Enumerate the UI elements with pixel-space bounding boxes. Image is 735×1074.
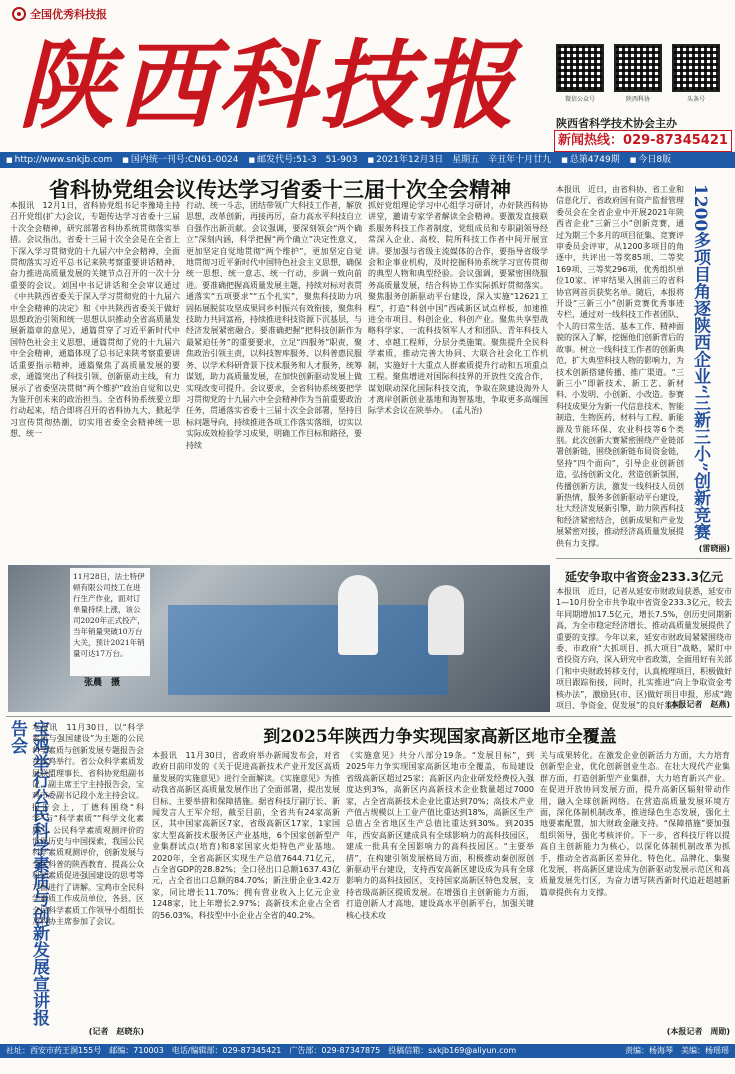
lead-column-2: 行动、统一斗志，团结带领广大科技工作者，解放思想，改革创新，再接再厉，奋力高水平科技自立自强作出新贡献。会议强调，要深刻领会“两个确立”深刻内涵，科学把握“两个确立”决定性意义，更加坚定自觉地贯彻“两个维护”，更加坚定自觉地贯彻习近平新时代中国特色社会主义思想，确保统一思想、统一意志、统一行动，步调一致向前进。要准确把握高质量发展主题，持续对标对表贯通落实“五项要求”“五个扎实”，聚焦科技助力巩固拓展脱贫攻坚成果同乡村振兴有效衔接，聚焦科技助力共同富裕，持续推进科技资源下沉基层，与经济发展紧密融合。要准确把握“把科技创新作为最紧迫任务”的重要要求，立足“四服务”职责，聚焦政治引领主责，以科技智库服务、以科普惠民服务、以学术科研背景下技术服务和人才服务，统筹谋划，助力高质量发展，在加快创新驱动发展上做实现改变可提升。会议要求，全省科协系统要把学习贯彻党的十九届六中全会精神作为当前重要政治任务，贯通落实省委十三届十次全会部署，坚持目标问题导向，持续推进各项工作落实落细，切实以实际成效检验学习成果，明确工作目标和路径，要持续 [186, 201, 362, 450]
news-hotline: 新闻热线：029-87345421 [554, 130, 732, 152]
fund-story-headline: 延安争取中省资金233.3亿元 [565, 570, 723, 584]
bottom-column-2: 《实施意见》共分八部分19条。“发展目标”，到2025年力争实现国家高新区地市全覆盖，布局建设省级高新区超过25家；高新区内企业研发经费投入强度达到3%，高新区内高新技术企业数量超过7000家，占全省高新技术企业比重达到70%；高技术产业产值占规模以上工业产值比重达到18%，高新区生产总值占全省地区生产总值比重达到30%。到2035年，西安高新区建成具有全球影响力的高科技园区，建成一批具有全国影响力的高科技园区。“主要举措”，在构建引领发展格局方面，积极推动秦创原创新驱动平台建设，支持西安高新区建设成为具有全球影响力的高科技园区，支持国家高新区特色发展，支持省级高新区提质发展。在增强自主创新能力方面，打造创新人才高地，建设高水平创新平台，加强关键核心技术攻 [346, 751, 534, 920]
info-bar [0, 152, 735, 168]
right-story-headline: 1200多项目角逐陕西企业“三新三小”创新竞赛 [690, 184, 710, 540]
footer-address: 社址：西安市药王洞155号 邮编：710003 电话/编辑部：029-87345421 广告部：029-87347875 投稿信箱：sxkjb169@aliyun.com [6, 1046, 517, 1055]
right-story-body: 本报讯 近日，由省科协、省工业和信息化厅、省政府国有资产监督管理委员会在全省企业中开展2021年陕西省企业“三新三小”创新竞赛，通过为期三个多月的项目征集、竞赛评审委员会评审，从1200多项目的角逐中，共评出一等奖85项、二等奖169项、三等奖296项，优秀组织单位10家、评审结果入围前三的省科协官网首页获奖名单。随后，本报将开设“三新三小”创新竞赛优秀事迹专栏，通过对一线科技工作者团队、个人的日常生活、基本工作、精神面貌的深入了解，挖掘他们创新背后的故事。树立一线科技工作者的创新典范，扩大典型科技人物的影响力，为技术创新搭建传播、推广渠道。“三新三小”即新技术、新工艺、新材料、小发明、小创新、小改造。参赛科技成果分为新一代信息技术、智能制造、生物医药、材料与工程、新能源及节能环保、农业科技等6个类别。此次创新大赛紧密围绕产业链部署创新链，围绕创新链布局资金链，坚持“四个面向”，引导企业创新创造，弘扬创新文化，营造创新氛围，传播创新方法，激发一线科技人员创新热情，服务多创新驱动平台建设，壮大经济发展新引擎，助力陕西科技和经济紧密结合，创新成果和产业发展紧密对接，推动经济高质量发展提供有力支撑。 [556, 185, 684, 548]
fund-story-body: 本报讯 近日，记者从延安市财政局获悉，延安市1—10月份全市共争取中省资金233.3亿元，较去年同期增加17.5亿元，增长7.5%，创历史同期新高，为全市稳定经济增长、推动高质量发展提供了重要的支撑。今年以来，延安市财政局紧紧围绕市委、市政府“大抓项目、抓大项目”战略，紧盯中省投资方向，深入研究中省政策，全面用好有关部门和中央财政转移支付，认真梳理项目，积极做好项目跟踪衔接，同时，扎实推进“向上争取资金考核办法”，激励县(市、区)做好项目申报，形成“跑项目、争资金、促发展”的良好氛围。 [556, 587, 732, 711]
masthead-title: 陕西科技报 [18, 29, 518, 142]
bottom-story-byline: (本报记者 周勋) [666, 1027, 730, 1036]
qr-code-1[interactable] [556, 44, 604, 103]
left-story-byline: (记者 赵晓东) [88, 1027, 144, 1036]
photographer: 张晨 摄 [84, 678, 121, 688]
qr-caption: 微信公众号 [564, 96, 595, 103]
lead-column-3: 抓好党组理论学习中心组学习研讨，办好陕西科协讲堂，邀请专家学者解读全会精神。要激发直接联系服务科技工作者制度，党组成员和专职副领导经常深入企业、高校、院所科技工作者中间开展宣讲。要加强与省级主流媒体的合作，要指导省级学会和企事业机构，及时挖掘科协系统学习宣传贯彻的典型人物和典型经验。会议强调，要紧密围绕服务高质量发展，结合科协工作实际抓好贯彻落实。聚焦服务创新驱动平台建设，深入实施“12621工程”，打造“科创中国”西咸新区试点样板，加速推进全市项目、科创企业、科创产业。聚焦共享型战略科学家、一流科技领军人才和团队、青年科技人才、卓越工程师，分层分类施策。聚焦提升全民科学素质，推动完善大协同、大联合社会化工作机制，实施好十大重点人群素质提升行动和五项重点工程。聚焦增进对国际科技界的开放性交流合作，谋划联动深化国际科技交流，争取在陕建设海外人才离岸创新创业基地和海智基地，争取更多高端国际学术会议在陕举办。 (孟凡治) [368, 201, 548, 416]
qr-code-icon [672, 44, 720, 92]
website-link[interactable]: ■ http://www.snkjb.com [6, 152, 112, 168]
left-story-headline: 宝鸡举行公民科学素质与创新发展宣讲报告会 [7, 720, 49, 1026]
qr-code-2[interactable] [614, 44, 662, 103]
sponsor: 陕西省科学技术协会主办 [556, 117, 677, 130]
qr-code-icon [556, 44, 604, 92]
divider [6, 716, 732, 717]
issue-date: ■ 2021年12月3日 星期五 辛丑年十月廿九 [367, 152, 551, 168]
issn: ■ 国内统一刊号:CN61-0024 [122, 152, 238, 168]
issue-number: ■ 总第4749期 [561, 152, 620, 168]
lead-headline: 省科协党组会议传达学习省委十三届十次全会精神 [49, 177, 511, 202]
postal-code: ■ 邮发代号:51-3 51-903 [249, 152, 358, 168]
lead-column-1: 本报讯 12月1日，省科协党组书记李豫琦主持召开党组(扩大)会议，专题传达学习省委十三届十次全会精神，研究部署省科协系统贯彻落实举措。会议指出，省委十三届十次全会是在全省上下深入学习贯彻党的十九届六中全会精神、全面贯彻落实习近平总书记来陕考察重要讲话精神、奋力推进高质量发展的关键节点召开的一次十分重要的会议。刘国中书记讲话和全会审议通过《中共陕西省委关于深入学习贯彻党的十九届六中全会精神的决定》和《中共陕西省委关于做好思想政治引领和统一思想认识推动全省高质量发展新篇章的意见》，通篇贯穿了习近平新时代中国特色社会主义思想，通篇贯彻了党的十九届六中全会精神，通篇体现了总书记来陕考察重要讲话重要指示精神，通篇聚焦了高质量发展的要求，通篇突出了科技引领、创新驱动主线，有力展示了省委坚决贯彻“两个维护”政治自觉和以史为鉴开创未来的政治担当。全省科协系统要立即行动起来，结合即将召开的省科协九大，掀起学习宣传贯彻热潮，切实用省委全会精神统一思想、统一 [10, 201, 180, 439]
top-brand-text: 全国优秀科技报 [30, 8, 107, 21]
bottom-column-1: 本报讯 11月30日，省政府举办新闻发布会，对省政府日前印发的《关于促进高新技术产业开发区高质量发展的实施意见》进行全面解读。《实施意见》为推动我省高新区高质量发展作出了全面部署，提出发展目标、主要举措和保障措施。据省科技厅副厅长、新闻发言人王军介绍，截至目前，全省共有24家高新区，其中国家高新区7家，省级高新区17家，1家国家大型高新技术服务区产业基地，6个国家创新型产业集群试点(培育)和8家国家火炬特色产业基地。2020年，全省高新区实现生产总值7644.71亿元，占全省GDP的28.82%；全口径出口总额1637.43亿元，占全省出口总额的84.70%；新注册企业3.42万家，同比增长11.70%；拥有营业收入上亿元企业1248家，比上年增长2.97%；高新技术企业占全省的56.03%。科技型中小企业占全省的40.2%。 [152, 751, 340, 920]
photo-caption: 11月28日，法士特伊顿有限公司技工在进行生产作业，面对订单量持续上涨，该公司2020年正式投产，当年销量突破10万台大关，预计2021年销量可达17万台。 [70, 568, 150, 676]
bottom-headline: 到2025年陕西力争实现国家高新区地市全覆盖 [263, 727, 617, 747]
top-brand [12, 6, 107, 22]
page-count: ■ 今日8版 [630, 152, 671, 168]
qr-codes [556, 44, 720, 103]
qr-code-3[interactable] [672, 44, 720, 103]
right-story-byline: (雷晓丽) [698, 544, 730, 553]
qr-caption: 陕西科协 [625, 96, 650, 103]
newspaper-logo-icon [12, 7, 26, 21]
qr-code-icon [614, 44, 662, 92]
fund-story-byline: (本报记者 赵燕) [666, 700, 730, 709]
footer [0, 1044, 735, 1058]
qr-caption: 头条号 [686, 96, 705, 103]
divider [556, 558, 732, 559]
footer-editors: 责编：杨海琴 美编：杨瑶瑶 [625, 1046, 729, 1055]
left-story-body: 本报讯 11月30日，以“科学素质与强国建设”为主题的公民科学素质与创新发展专题报告会在宝鸡举行。省公众科学素质发展联盟理事长、省科协党组副书记、副主席王宁主持报告会，宝鸡市委副书记段小龙主持会议。报告会上，丁德科围绕“科学”与“科学素质”“科学文化素质”，公民科学素质观测评价的世界历史与中国探索，我国公民科学素质观测评价，创新发展与全民科普的陕西教育、提高公众科学素质促进强国建设的思考等方面进行了讲解。宝鸡市全民科学素质工作成员单位，各县、区全民科学素质工作领导小组组长及科协主席参加了会议。 [32, 723, 144, 926]
bottom-column-3: 关与成果转化。在激发企业创新活力方面，大力培育创新型企业，优化创新创业生态。在壮大现代产业集群方面，打造创新型产业集群，大力培育新兴产业。在促进开放协同发展方面，提升高新区辐射带动作用，融入全球创新网络。在营造高质量发展环境方面，深化体制机制改革，推进绿色生态发展，强化土地要素配置，加大财政金融支持。“保障措施”要加强组织领导，强化考核评价。下一步，省科技厅将以提高自主创新能力为核心，以深化体制机制改革为抓手，推动全省高新区差异化、特色化、品牌化、集聚化发展，将高新区建设成为创新驱动发展示范区和高质量发展先行区，为奋力谱写陕西新时代追赶超越新篇章提供有力支撑。 [540, 751, 730, 897]
